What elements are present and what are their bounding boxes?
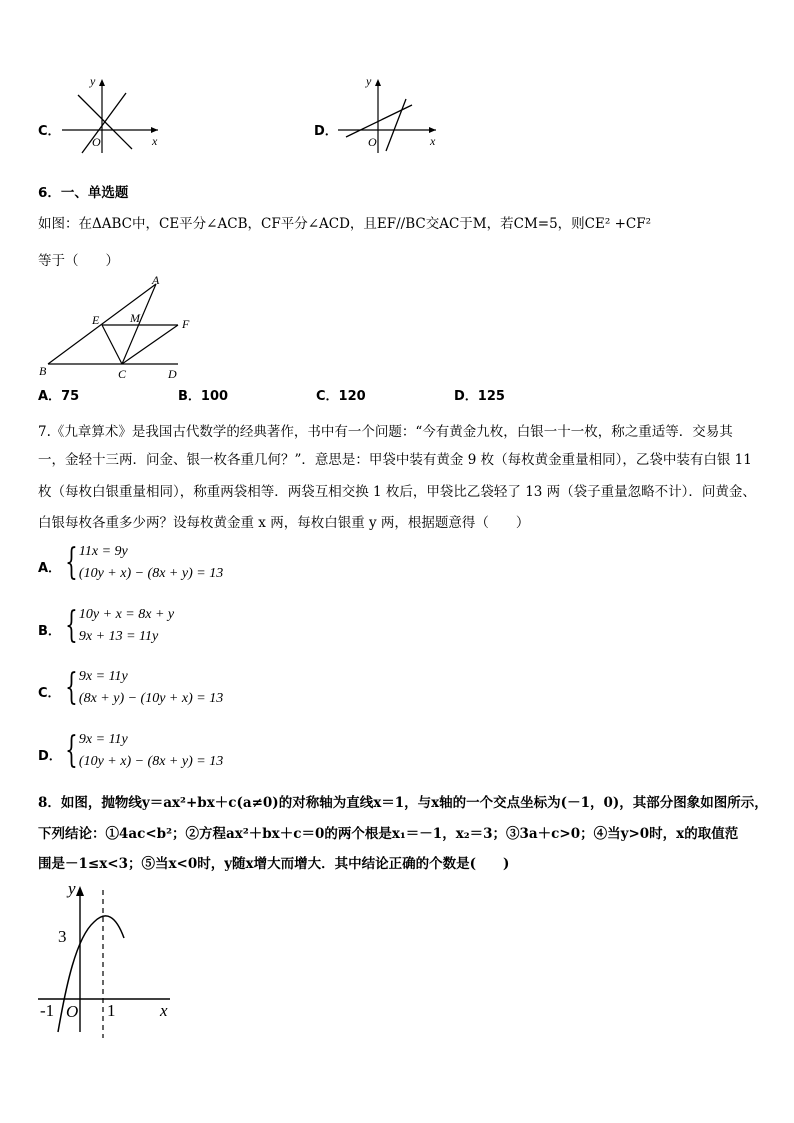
- q7-b-eq1: 10y + x = 8x + y: [78, 607, 175, 622]
- q7-option-b-system: [60, 604, 174, 648]
- q6-text-line1: 如图：在ΔABC中，CE平分∠ACB，CF平分∠ACD，且EF//BC交AC于M，若CM=5，则CE² +CF²: [38, 216, 651, 232]
- q7-d-eq2: (10y + x) − (8x + y) = 13: [78, 754, 224, 769]
- q7-text-line2: 一，金轻十三两．问金、银一枚各重几何？”．意思是：甲袋中装有黄金 9 枚（每枚黄金重量相同），乙袋中装有白银 11: [38, 452, 752, 468]
- q6-option-a[interactable]: [38, 385, 79, 404]
- q6-option-b[interactable]: [178, 385, 228, 404]
- q8-text-line3: 围是－1≤x<3；⑤当x<0时，y随x增大而增大．其中结论正确的个数是( ): [38, 856, 510, 872]
- q6-option-b-value: 100: [200, 389, 229, 404]
- q6-label-b: B: [39, 364, 47, 378]
- q8-y-label: y: [68, 879, 76, 898]
- q7-b-eq2: 9x + 13 = 11y: [78, 629, 159, 644]
- q6-option-b-label: B．: [178, 389, 201, 404]
- brace-icon: {: [65, 730, 78, 771]
- q6-triangle-figure: [36, 272, 196, 380]
- q8-origin-label: O: [66, 1002, 79, 1021]
- q6-option-c-label: C．: [316, 389, 339, 404]
- q8-text-line2: 下列结论：①4ac<b²；②方程ax²＋bx＋c＝0的两个根是x₁＝－1，x₂＝3；③3a＋c>0；④当y>0时，x的取值范: [38, 826, 739, 842]
- q7-c-eq2: (8x + y) − (10y + x) = 13: [78, 691, 224, 706]
- q7-text-line3: 枚（每枚白银重量相同），称重两袋相等．两袋互相交换 1 枚后，甲袋比乙袋轻了 13 两（袋子重量忽略不计）．问黄金、: [38, 484, 756, 500]
- q7-a-eq1: 11x = 9y: [78, 544, 128, 559]
- q5d-y-label: y: [366, 75, 372, 88]
- q7-text-line4: 白银每枚各重多少两？设每枚黄金重 x 两，每枚白银重 y 两，根据题意得（ ）: [38, 515, 530, 531]
- brace-icon: {: [65, 667, 78, 708]
- q6-option-d-label: D．: [454, 389, 478, 404]
- q5c-x-label: x: [152, 134, 158, 148]
- q7-option-c-system: [60, 666, 223, 710]
- brace-icon: {: [65, 542, 78, 583]
- q7-option-b-label[interactable]: B．: [38, 624, 61, 639]
- q5d-x-label: x: [430, 134, 436, 148]
- q6-option-a-value: 75: [61, 389, 80, 404]
- q7-option-d-label[interactable]: D．: [38, 749, 62, 764]
- q5-option-d-label: D．: [314, 124, 338, 139]
- q5-option-c-graph: [60, 75, 165, 155]
- q6-option-c-value: 120: [338, 389, 366, 404]
- q8-x-label: x: [160, 1001, 168, 1020]
- q6-label-e: E: [92, 313, 100, 327]
- q7-option-a-system: [60, 541, 223, 585]
- q5-option-c-label: C．: [38, 124, 61, 139]
- q6-label-d: D: [168, 367, 177, 380]
- q8-text-line1: 8．如图，抛物线y＝ax²+bx＋c(a≠0)的对称轴为直线x＝1，与x轴的一个交点坐标为(－1，0)，其部分图象如图所示，: [38, 795, 768, 811]
- q6-option-d[interactable]: [454, 385, 505, 404]
- q8-tick-1: 1: [107, 1001, 116, 1020]
- q7-a-eq2: (10y + x) − (8x + y) = 13: [78, 566, 224, 581]
- q8-tick-neg1: -1: [40, 1001, 55, 1020]
- q7-d-eq1: 9x = 11y: [78, 732, 128, 747]
- q7-option-d-system: [60, 729, 223, 773]
- q6-label-m: M: [130, 311, 140, 325]
- q8-tick-3: 3: [58, 927, 67, 946]
- q7-option-a-label[interactable]: A．: [38, 561, 62, 576]
- q5d-origin-label: O: [368, 135, 377, 149]
- q6-option-d-value: 125: [477, 389, 505, 404]
- q6-option-a-label: A．: [38, 389, 62, 404]
- q8-parabola-graph: [36, 876, 186, 1041]
- q6-text-line2: 等于（ ）: [38, 253, 119, 269]
- q7-text-line1: 7.《九章算术》是我国古代数学的经典著作，书中有一个问题：“今有黄金九枚，白银一十一枚，称之重适等．交易其: [38, 424, 733, 440]
- q6-label-a: A: [152, 273, 160, 287]
- q5-option-d-graph: [336, 75, 444, 155]
- q6-section-heading: 6．一、单选题: [38, 185, 129, 201]
- brace-icon: {: [65, 605, 78, 646]
- q7-option-c-label[interactable]: C．: [38, 686, 61, 701]
- q5c-y-label: y: [90, 75, 96, 88]
- q6-option-c[interactable]: [316, 385, 366, 404]
- q6-label-c: C: [118, 367, 127, 380]
- q7-c-eq1: 9x = 11y: [78, 669, 128, 684]
- q5c-origin-label: O: [92, 135, 101, 149]
- q6-label-f: F: [182, 317, 190, 331]
